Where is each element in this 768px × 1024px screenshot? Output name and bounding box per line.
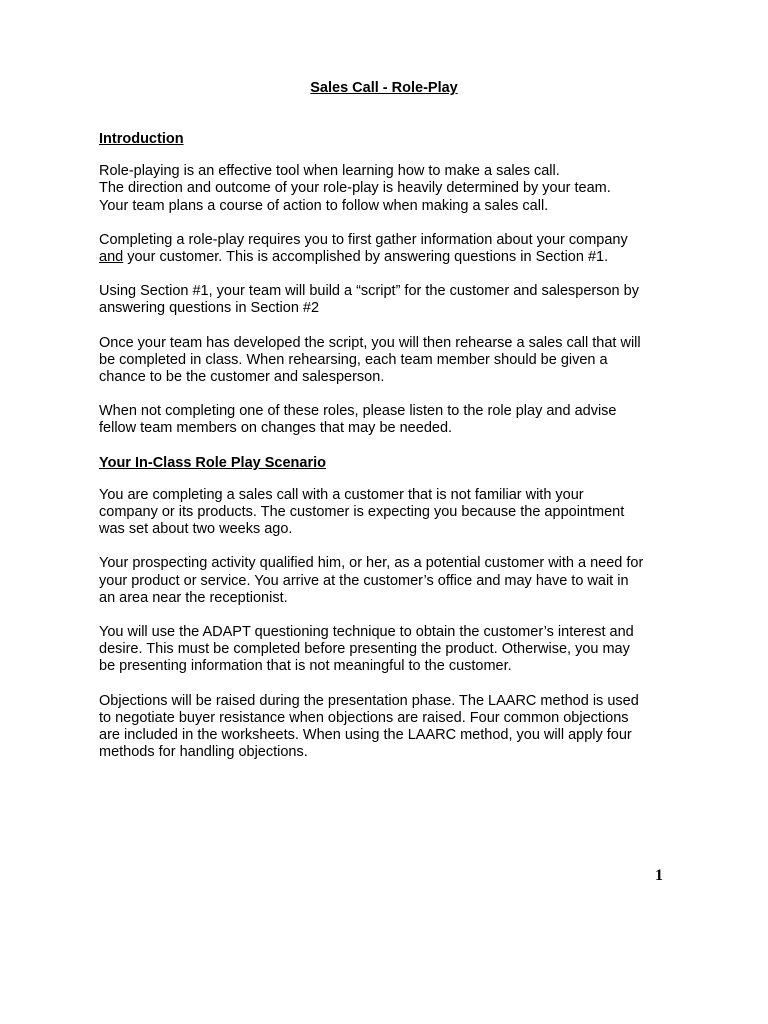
text-line: desire. This must be completed before presenting the product. Otherwise, you may bbox=[99, 641, 630, 658]
text-line: When not completing one of these roles, please listen to the role play and advise bbox=[99, 403, 617, 420]
section-heading-introduction: Introduction bbox=[99, 131, 184, 147]
text-line bbox=[99, 249, 679, 266]
text-line: Your prospecting activity qualified him, or her, as a potential customer with a need for bbox=[99, 555, 644, 572]
text-line: Role-playing is an effective tool when learning how to make a sales call. bbox=[99, 163, 560, 180]
text-line: Using Section #1, your team will build a “script” for the customer and salesperson by bbox=[99, 283, 639, 300]
text-line: Completing a role-play requires you to first gather information about your company bbox=[99, 231, 628, 248]
text-line: your product or service. You arrive at the customer’s office and may have to wait in bbox=[99, 572, 629, 589]
text-line: Once your team has developed the script, you will then rehearse a sales call that will bbox=[99, 334, 641, 351]
text-line: an area near the receptionist. bbox=[99, 589, 288, 606]
section-heading-scenario: Your In-Class Role Play Scenario bbox=[99, 454, 326, 471]
document-body bbox=[99, 131, 679, 778]
scenario-paragraph-4 bbox=[99, 693, 679, 762]
intro-paragraph-5 bbox=[99, 403, 679, 437]
document-title: Sales Call - Role-Play bbox=[310, 80, 458, 96]
text-line: methods for handling objections. bbox=[99, 744, 308, 761]
text-line: be completed in class. When rehearsing, each team member should be given a bbox=[99, 351, 608, 368]
text-line: be presenting information that is not meaningful to the customer. bbox=[99, 658, 512, 675]
text-line: You are completing a sales call with a customer that is not familiar with your bbox=[99, 486, 584, 503]
text-line: Objections will be raised during the presentation phase. The LAARC method is used bbox=[99, 692, 639, 709]
intro-paragraph-1 bbox=[99, 163, 679, 215]
text-line: was set about two weeks ago. bbox=[99, 521, 293, 538]
intro-paragraph-4 bbox=[99, 335, 679, 387]
text-line: The direction and outcome of your role-play is heavily determined by your team. bbox=[99, 180, 611, 197]
text-line: are included in the worksheets. When using the LAARC method, you will apply four bbox=[99, 727, 632, 744]
text-line-rest: your customer. This is accomplished by answering questions in Section #1. bbox=[123, 249, 609, 266]
text-line: fellow team members on changes that may be needed. bbox=[99, 420, 453, 437]
text-line: answering questions in Section #2 bbox=[99, 300, 320, 317]
text-line: chance to be the customer and salesperson. bbox=[99, 369, 385, 386]
intro-paragraph-2 bbox=[99, 232, 679, 266]
section-scenario bbox=[99, 455, 679, 762]
text-line: to negotiate buyer resistance when objections are raised. Four common objections bbox=[99, 709, 629, 726]
scenario-paragraph-2 bbox=[99, 555, 679, 607]
scenario-paragraph-1 bbox=[99, 487, 679, 539]
text-line: company or its products. The customer is expecting you because the appointment bbox=[99, 504, 625, 521]
page-number: 1 bbox=[655, 867, 663, 884]
underlined-word: and bbox=[99, 249, 124, 266]
scenario-paragraph-3 bbox=[99, 624, 679, 676]
section-introduction bbox=[99, 131, 679, 438]
text-line: Your team plans a course of action to follow when making a sales call. bbox=[99, 197, 549, 214]
intro-paragraph-3 bbox=[99, 283, 679, 317]
text-line: You will use the ADAPT questioning technique to obtain the customer’s interest and bbox=[99, 624, 634, 641]
